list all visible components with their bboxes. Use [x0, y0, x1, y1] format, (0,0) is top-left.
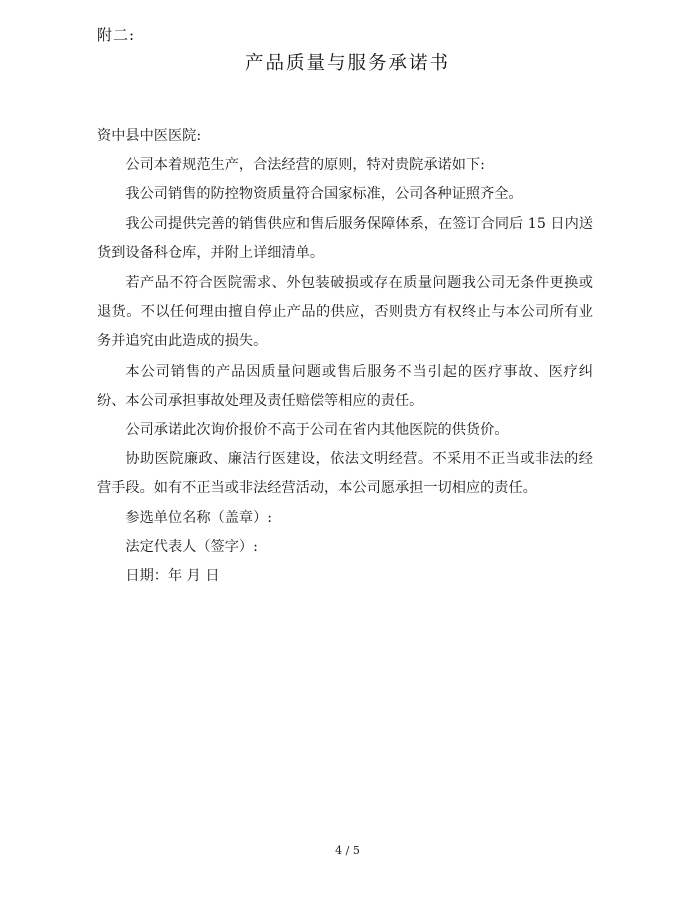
attachment-label: 附二: [97, 26, 136, 44]
body-paragraph: 公司承诺此次询价报价不高于公司在省内其他医院的供货价。 [125, 422, 509, 439]
signature-field-company: 参选单位名称（盖章）: [125, 509, 273, 526]
document-body [97, 122, 593, 591]
signature-field-date: 日期：年 月 日 [125, 568, 220, 585]
document-title: 产品质量与服务承诺书 [244, 53, 450, 74]
body-paragraph: 我公司销售的防控物资质量符合国家标准，公司各种证照齐全。 [125, 186, 523, 203]
page-number: 4 / 5 [335, 844, 360, 857]
body-paragraph: 若产品不符合医院需求、外包装破损或存在质量问题我公司无条件更换或退货。不以任何理由擅自停止产品的供应，否则贵方有权终止与本公司所有业务并追究由此造成的损失。 [97, 275, 593, 350]
body-paragraph: 我公司提供完善的销售供应和售后服务保障体系，在签订合同后 15 日内送货到设备科仓库，并附上详细清单。 [97, 215, 593, 261]
salutation: 资中县中医医院: [97, 128, 202, 144]
body-paragraph: 协助医院廉政、廉洁行医建设，依法文明经营。不采用不正当或非法的经营手段。如有不正当或非法经营活动，本公司愿承担一切相应的责任。 [97, 451, 593, 497]
body-paragraph: 本公司销售的产品因质量问题或售后服务不当引起的医疗事故、医疗纠纷、本公司承担事故处理及责任赔偿等相应的责任。 [97, 363, 593, 409]
body-paragraph: 公司本着规范生产，合法经营的原则，特对贵院承诺如下: [125, 157, 485, 174]
signature-field-representative: 法定代表人（签字）: [125, 538, 258, 555]
